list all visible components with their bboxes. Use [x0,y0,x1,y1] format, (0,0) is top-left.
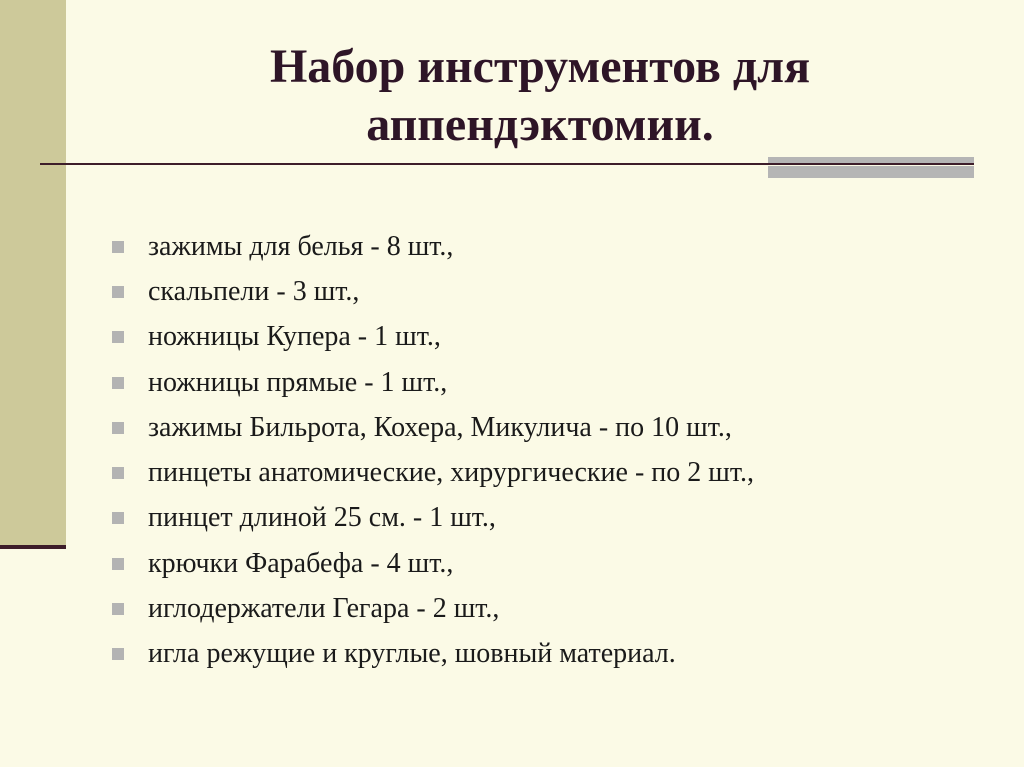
square-bullet-icon [112,467,124,479]
list-item [112,586,754,631]
list-item-text: ножницы прямые - 1 шт., [148,366,448,398]
title-accent-bar-top [768,157,974,163]
list-item [112,315,754,360]
list-item [112,360,754,405]
square-bullet-icon [112,377,124,389]
slide-title-line-2: аппендэктомии. [366,98,714,151]
square-bullet-icon [112,422,124,434]
list-item [112,405,754,450]
square-bullet-icon [112,331,124,343]
list-item [112,450,754,495]
left-accent-band [0,0,66,545]
square-bullet-icon [112,286,124,298]
title-underline [40,163,974,165]
instrument-list [112,224,754,677]
square-bullet-icon [112,512,124,524]
square-bullet-icon [112,558,124,570]
list-item-text: зажимы для белья - 8 шт., [148,230,454,262]
list-item-text: игла режущие и круглые, шовный материал. [148,638,676,670]
slide-title-line-1: Набор инструментов для [269,40,811,93]
square-bullet-icon [112,241,124,253]
title-accent-bar-bottom [768,166,974,178]
slide-title [120,38,960,154]
list-item [112,632,754,677]
list-item-text: ножницы Купера - 1 шт., [148,321,441,353]
square-bullet-icon [112,648,124,660]
list-item-text: пинцеты анатомические, хирургические - по 2 шт., [148,457,754,489]
list-item-text: пинцет длиной 25 см. - 1 шт., [148,502,496,534]
list-item [112,496,754,541]
list-item [112,224,754,269]
list-item-text: зажимы Бильрота, Кохера, Микулича - по 10 шт., [148,411,732,443]
list-item [112,269,754,314]
list-item [112,541,754,586]
list-item-text: скальпели - 3 шт., [148,275,360,307]
list-item-text: крючки Фарабефа - 4 шт., [148,547,454,579]
list-item-text: иглодержатели Гегара - 2 шт., [148,593,500,625]
left-accent-rule [0,545,66,549]
square-bullet-icon [112,603,124,615]
